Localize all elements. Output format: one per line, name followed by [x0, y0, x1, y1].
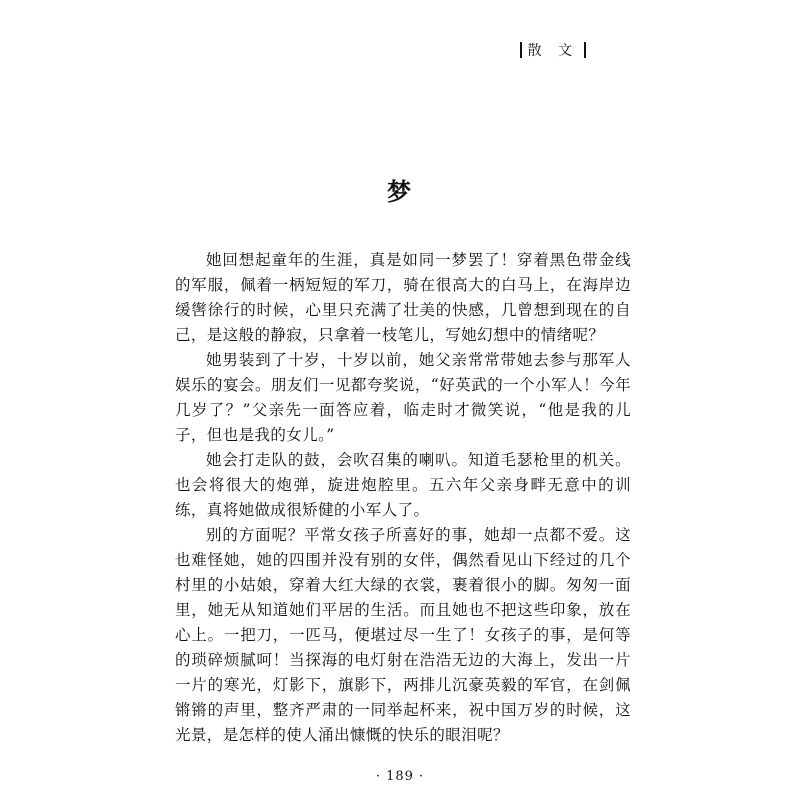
paragraph-4: 别的方面呢？平常女孩子所喜好的事，她却一点都不爱。这也难怪她，她的四围并没有别的女伴，偶然看见山下经过的几个村里的小姑娘，穿着大红大绿的衣裳，裹着很小的脚。匆匆一面里，她无从知道她们平居的生活。而且她也不把这些印象，放在心上。一把刀，一匹马，便堪过尽一生了！女孩子的事，是何等的琐碎烦腻呵！当探海的电灯射在浩浩无边的大海上，发出一片一片的寒光，灯影下，旗影下，两排儿沉豪英毅的军官，在剑佩锵锵的声里，整齐严肃的一同举起杯来，祝中国万岁的时候，这光景，是怎样的使人涌出慷慨的快乐的眼泪呢？ — [175, 526, 631, 744]
paragraph-2: 她男装到了十岁，十岁以前，她父亲常常带她去参与那军人娱乐的宴会。朋友们一见都夸奖说，“好英武的一个小军人！今年几岁了？”父亲先一面答应着，临走时才微笑说，“他是我的儿子，但也是我的女儿。” — [175, 351, 631, 444]
body-text — [175, 248, 631, 748]
paragraph-1: 她回想起童年的生涯，真是如同一梦罢了！穿着黑色带金线的军服，佩着一柄短短的军刀，骑在很高大的白马上，在海岸边缓辔徐行的时候，心里只充满了壮美的快感，几曾想到现在的自己，是这般的静寂，只拿着一枝笔儿，写她幻想中的情绪呢？ — [175, 251, 631, 344]
section-label: 散 文 — [527, 43, 578, 59]
right-rule — [584, 42, 586, 58]
left-rule — [520, 42, 522, 58]
chapter-title: 梦 — [387, 177, 413, 206]
running-head — [514, 40, 592, 60]
page-number: · 189 · — [375, 769, 425, 784]
paragraph-3: 她会打走队的鼓，会吹召集的喇叭。知道毛瑟枪里的机关。也会将很大的炮弹，旋进炮腔里。五六年父亲身畔无意中的训练，真将她做成很矫健的小军人了。 — [175, 451, 631, 519]
